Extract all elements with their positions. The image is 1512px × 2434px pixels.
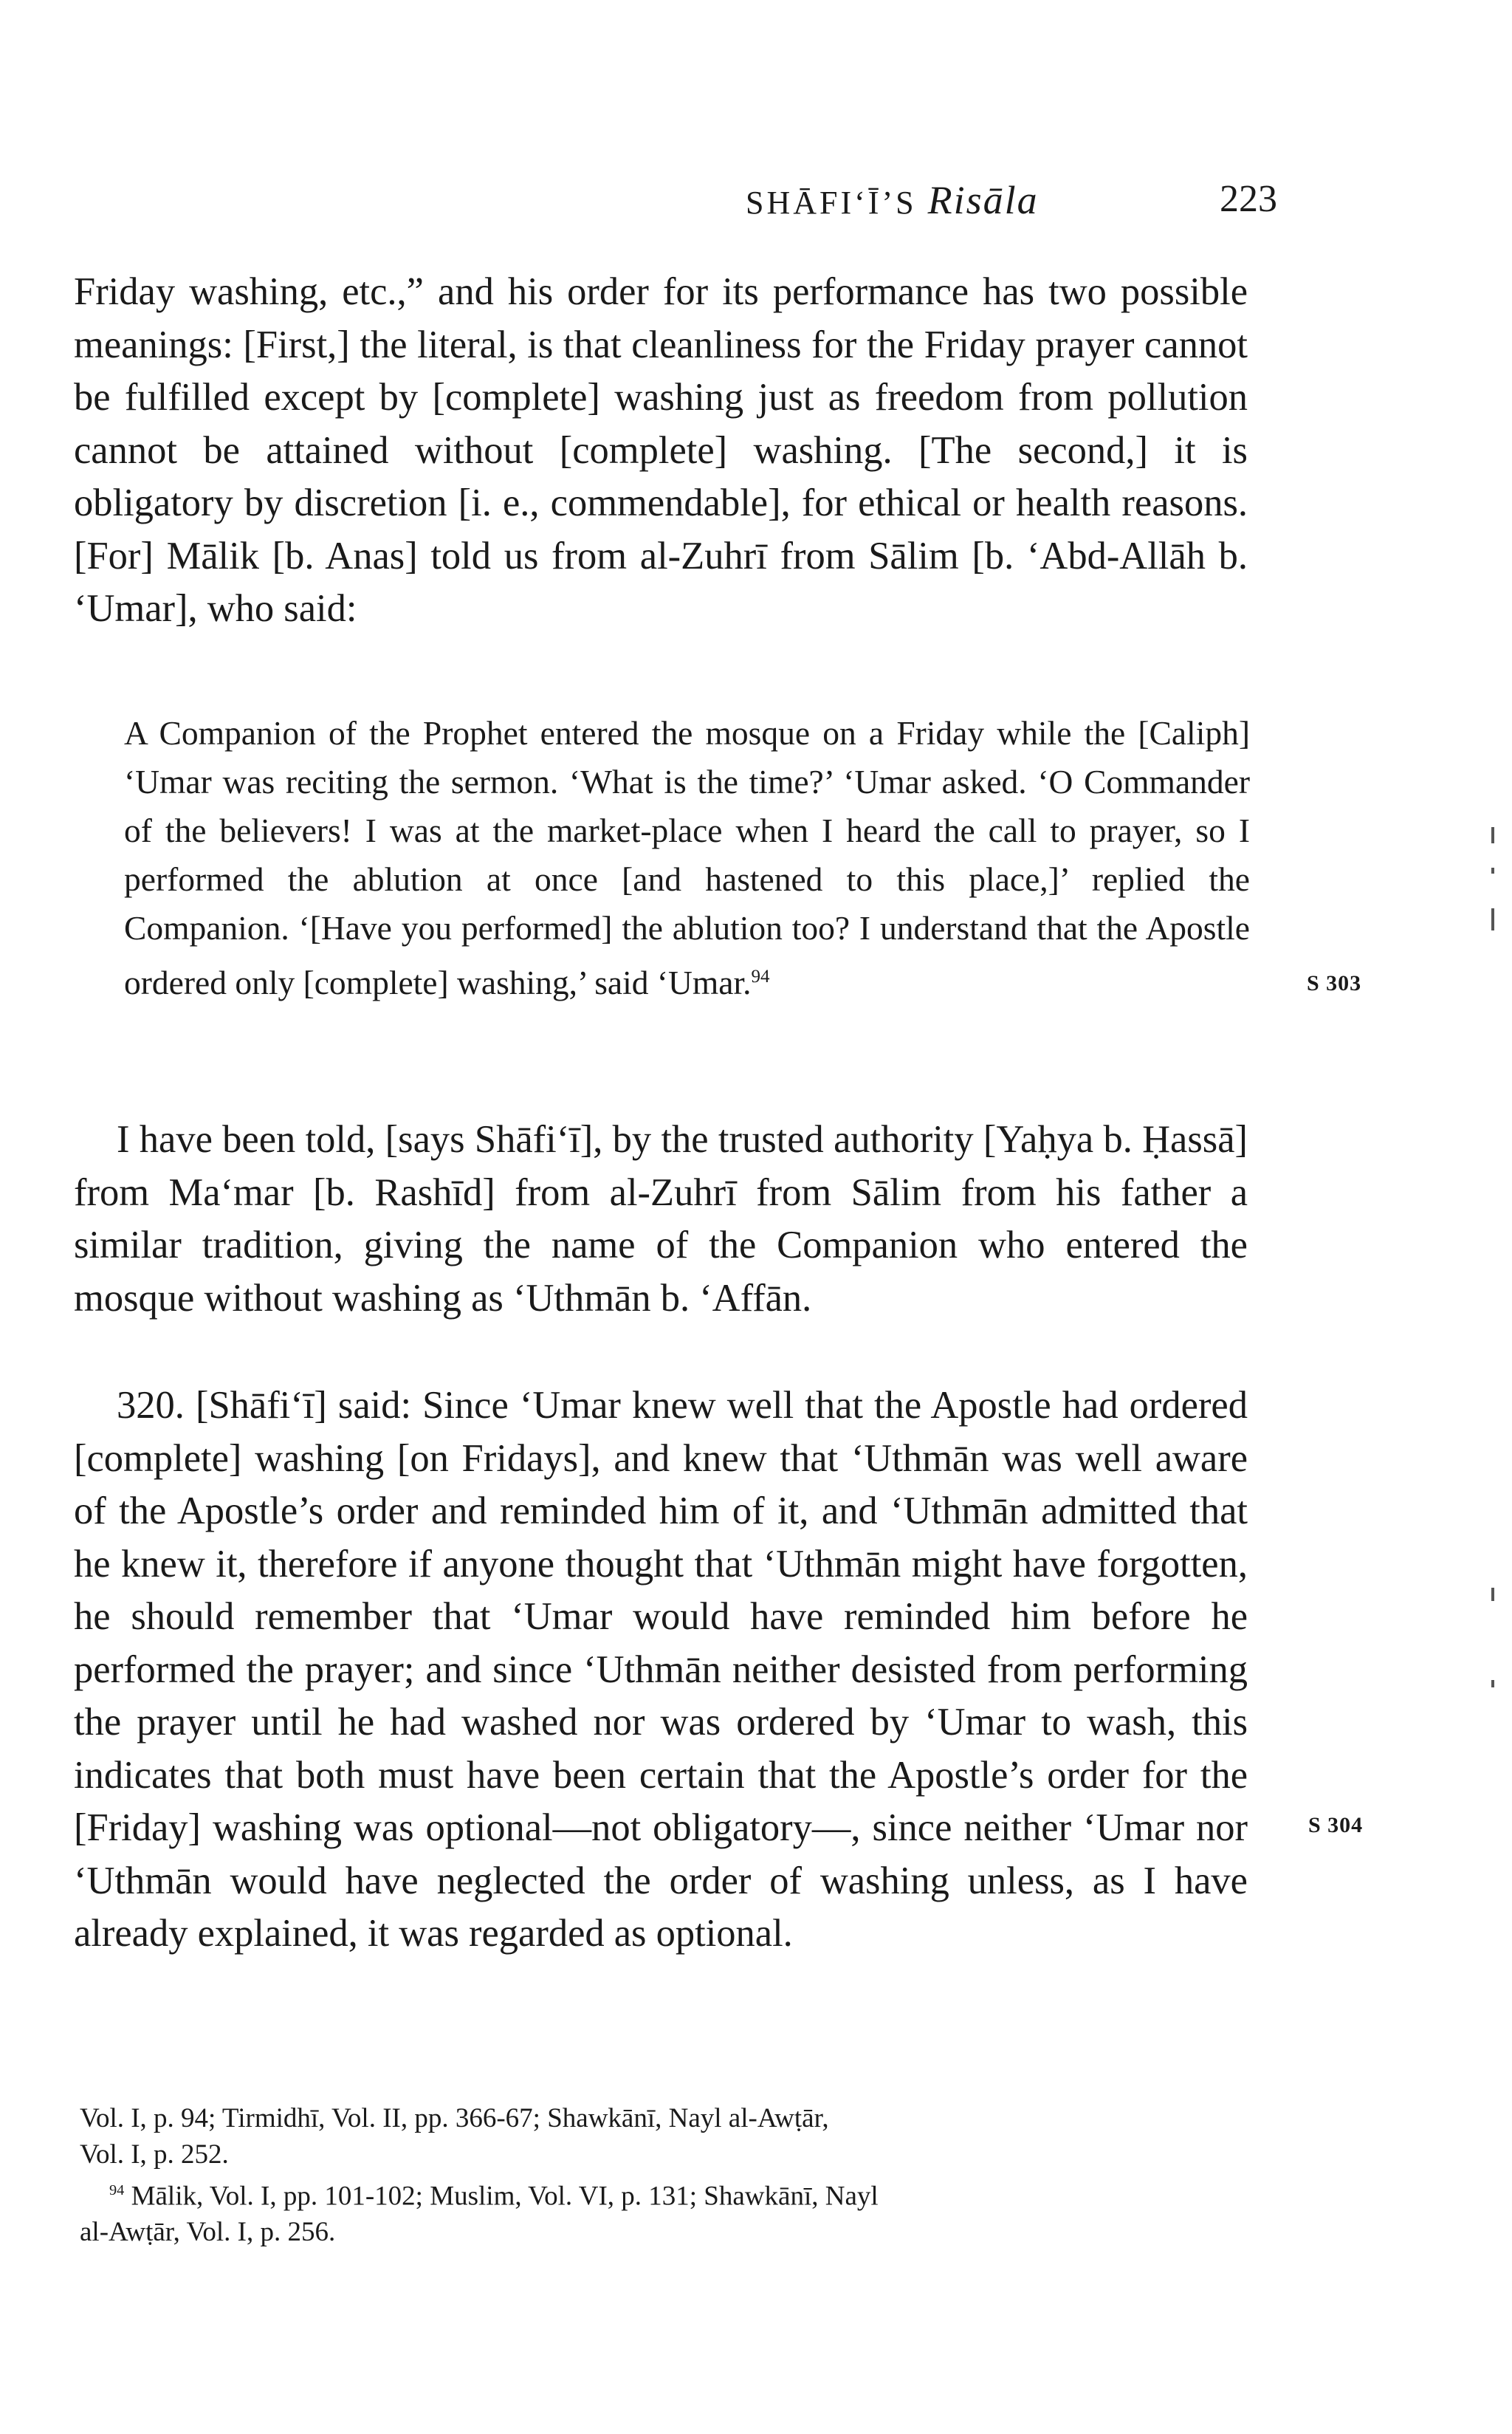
- margin-note-s304: S 304: [1308, 1813, 1364, 1837]
- footnote-94: [80, 2173, 1261, 2214]
- margin-note-s303: S 303: [1307, 971, 1362, 995]
- scan-speck: [1491, 908, 1494, 930]
- page-number: 223: [1220, 178, 1277, 220]
- footnote-line-2: Vol. I, p. 252.: [80, 2139, 229, 2170]
- running-head: [746, 177, 1277, 229]
- scan-speck: [1491, 1588, 1494, 1601]
- footnotes: [80, 2100, 1261, 2250]
- footnote-line-4: al-Awṭār, Vol. I, p. 256.: [80, 2217, 336, 2248]
- footnote-ref-94: 94: [751, 967, 770, 987]
- block-quote-companion: [124, 709, 1250, 1007]
- paragraph-320: 320. [Shāfi‘ī] said: Since ‘Umar knew well that the Apostle had ordered [complete] washing [on Fridays], and knew that ‘Uthmān was well aware of the Apostle’s order and reminded him of it, and ‘Uthmān admitted that he knew it, therefore if anyone thought that ‘Uthmān might have forgotten, he should remember that ‘Umar would have reminded him before he performed the prayer; and since ‘Uthmān neither desisted from performing the prayer until he had washed nor was ordered by ‘Umar to wash, this indicates that both must have been certain that the Apostle’s order for the [Friday] washing was optional—not obligatory—, since neither ‘Umar nor ‘Uthmān would have neglected the order of washing unless, as I have already explained, it was regarded as optional.: [74, 1384, 1248, 1955]
- paragraph-friday-washing: Friday washing, etc.,” and his order for its performance has two possible meanings: [First,] the literal, is that cleanliness for the Friday prayer cannot be fulfilled except by [complete] washing just as freedom from pollution cannot be attained without [complete] washing. [The second,] it is obligatory by discretion [i. e., commendable], for ethical or health reasons. [For] Mālik [b. Anas] told us from al-Zuhrī from Sālim [b. ‘Abd-Allāh b. ‘Umar], who said:: [74, 270, 1248, 630]
- scan-speck: [1491, 868, 1494, 874]
- running-title: [746, 177, 1039, 223]
- footnote-line-3: Mālik, Vol. I, pp. 101-102; Muslim, Vol. VI, p. 131; Shawkānī, Nayl: [131, 2181, 879, 2212]
- running-title-author: SHĀFI‘Ī’S: [746, 185, 917, 221]
- scan-speck: [1491, 1680, 1494, 1687]
- footnote-line-1: Vol. I, p. 94; Tirmidhī, Vol. II, pp. 366-67; Shawkānī, Nayl al-Awṭār,: [80, 2103, 829, 2133]
- scan-speck: [1491, 827, 1494, 843]
- quote-text: A Companion of the Prophet entered the mosque on a Friday while the [Caliph] ‘Umar was reciting the sermon. ‘What is the time?’ ‘Umar asked. ‘O Commander of the believers! I was at the market-place when I heard the call to prayer, so I performed the ablution at once [and hastened to this place,]’ replied the Companion. ‘[Have you performed] the ablution too? I understand that the Apostle ordered only [complete] washing,’ said ‘Umar.: [124, 714, 1250, 1002]
- paragraph-uthman-tradition: I have been told, [says Shāfi‘ī], by the trusted authority [Yaḥya b. Ḥassā] from Ma‘mar [b. Rashīd] from al-Zuhrī from Sālim from his father a similar tradition, giving the name of the Companion who entered the mosque without washing as ‘Uthmān b. ‘Affān.: [74, 1118, 1248, 1320]
- footnote-94-marker: 94: [109, 2182, 125, 2198]
- running-title-work: Risāla: [927, 178, 1039, 222]
